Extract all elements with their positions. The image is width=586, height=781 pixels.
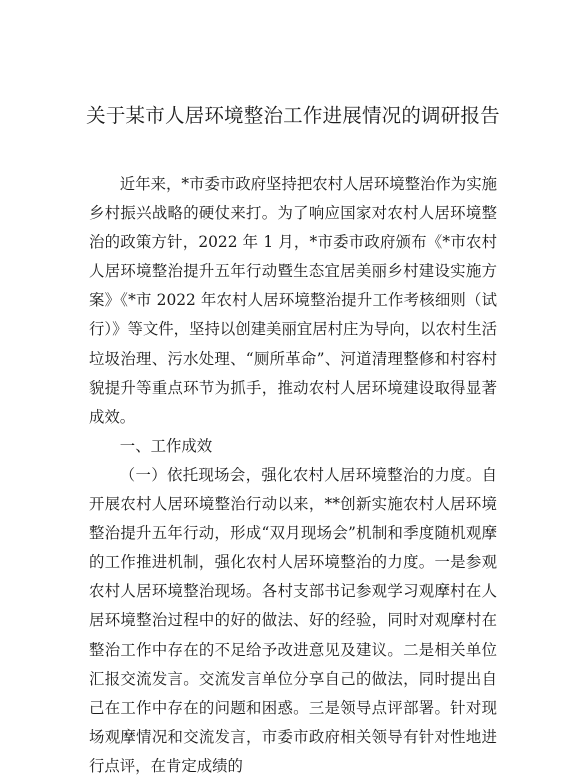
intro-paragraph: 近年来，*市委市政府坚持把农村人居环境整治作为实施乡村振兴战略的硬仗来打。为了响应国家对农村人居环境整治的政策方针，2022 年 1 月，*市委市政府颁布《*市农村人居环境整治提升五年行动暨生态宜居美丽乡村建设实施方案》《*市 2022 年农村人居环境整治提升工作考核细则（试行）》等文件，坚持以创建美丽宜居村庄为导向，以农村生活垃圾治理、污水处理、“厕所革命”、河道清理整修和村容村貌提升等重点环节为抓手，推动农村人居环境建设取得显著成效。 [89, 175, 497, 426]
document-body [89, 170, 497, 781]
section-paragraph: （一）依托现场会，强化农村人居环境整治的力度。自开展农村人居环境整治行动以来，**创新实施农村人居环境整治提升五年行动，形成“双月现场会”机制和季度随机观摩的工作推进机制，强化农村人居环境整治的力度。一是参观农村人居环境整治现场。各村支部书记参观学习观摩村在人居环境整治过程中的好的做法、好的经验，同时对观摩村在整治工作中存在的不足给予改进意见及建议。二是相关单位汇报交流发言。交流发言单位分享自己的做法，同时提出自己在工作中存在的问题和困惑。三是领导点评部署。针对现场观摩情况和交流发言，市委市政府相关领导有针对性地进行点评，在肯定成绩的 [89, 465, 497, 775]
document-title: 关于某市人居环境整治工作进展情况的调研报告 [86, 104, 500, 127]
section-heading: 一、工作成效 [119, 436, 213, 455]
